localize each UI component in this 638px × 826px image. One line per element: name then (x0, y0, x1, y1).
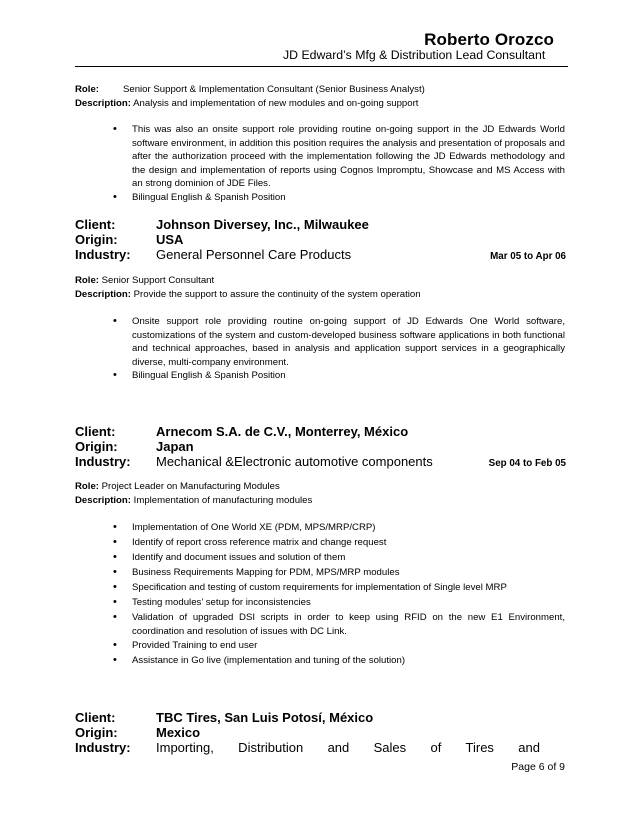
list-item: • Bilingual English & Spanish Position (113, 191, 565, 205)
origin-label: Origin: (75, 232, 118, 247)
bullet-list (113, 123, 565, 205)
role-label: Role: (75, 481, 99, 492)
date-range: Mar 05 to Apr 06 (490, 251, 566, 262)
bullet-list (113, 521, 565, 669)
candidate-title: JD Edward’s Mfg & Distribution Lead Consultant (283, 48, 546, 62)
header-divider (75, 66, 568, 67)
description-line (75, 288, 565, 302)
role-line (75, 480, 565, 494)
role-value: Senior Support Consultant (101, 275, 215, 286)
page-number: Page 6 of 9 (511, 761, 565, 773)
description-label: Description: (75, 495, 131, 506)
description-line (75, 97, 565, 111)
client-row (75, 424, 568, 440)
origin-row (75, 439, 568, 455)
role-value: Project Leader on Manufacturing Modules (101, 481, 280, 492)
role-line (75, 274, 565, 288)
client-value: TBC Tires, San Luis Potosí, México (156, 710, 374, 725)
list-item: • Validation of upgraded DSI scripts in order to keep using RFID on the new E1 Environment, coordination and resolution of issues with DC Link. (113, 611, 565, 638)
client-value: Johnson Diversey, Inc., Milwaukee (156, 217, 369, 232)
description-value: Provide the support to assure the continuity of the system operation (133, 289, 421, 300)
list-item: • Assistance in Go live (implementation and tuning of the solution) (113, 654, 565, 668)
list-item: • Provided Training to end user (113, 639, 565, 653)
list-item: • Testing modules’ setup for inconsistencies (113, 596, 565, 610)
description-line (75, 494, 565, 508)
origin-value: Japan (156, 439, 194, 454)
client-label: Client: (75, 710, 116, 725)
origin-row (75, 232, 568, 248)
role-label: Role: (75, 275, 99, 286)
origin-label: Origin: (75, 725, 118, 740)
description-label: Description: (75, 289, 131, 300)
client-label: Client: (75, 424, 116, 439)
candidate-name: Roberto Orozco (424, 30, 554, 49)
list-item: • Specification and testing of custom requirements for implementation of Single level MRP (113, 581, 565, 595)
list-item: • Identify and document issues and solution of them (113, 551, 565, 565)
description-value: Implementation of manufacturing modules (133, 495, 313, 506)
list-item: • Identify of report cross reference matrix and change request (113, 536, 565, 550)
bullet-list (113, 315, 565, 383)
client-row (75, 217, 568, 233)
list-item: • Implementation of One World XE (PDM, MPS/MRP/CRP) (113, 521, 565, 535)
list-item: • Business Requirements Mapping for PDM, MPS/MRP modules (113, 566, 565, 580)
description-label: Description: (75, 98, 131, 109)
industry-value: Importing, Distribution and Sales of Tires and (156, 740, 540, 755)
description-value: Analysis and implementation of new modules and on-going support (133, 98, 419, 109)
date-range: Sep 04 to Feb 05 (488, 458, 566, 469)
origin-row (75, 725, 568, 741)
industry-value: Mechanical &Electronic automotive components (156, 454, 433, 469)
origin-label: Origin: (75, 439, 118, 454)
industry-label: Industry: (75, 454, 131, 469)
origin-value: Mexico (156, 725, 201, 740)
industry-value: General Personnel Care Products (156, 247, 352, 262)
list-item: • Bilingual English & Spanish Position (113, 369, 565, 383)
role-line (75, 83, 565, 97)
industry-label: Industry: (75, 247, 131, 262)
origin-value: USA (156, 232, 184, 247)
role-value: Senior Support & Implementation Consultant (Senior Business Analyst) (122, 84, 425, 95)
industry-row (75, 454, 568, 470)
list-item: • Onsite support role providing routine on-going support of JD Edwards One World software, customizations of the system and custom-developed business software applications in both functional and technical approaches, based in analysis and application support services in a geographically diverse, multi-company environment. (113, 315, 565, 369)
list-item: • This was also an onsite support role providing routine on-going support in the JD Edwards World software environment, in addition this position requires the analysis and presentation of proposals and after the authorization proceed with the implementation following the JD Edwards methodology and the design and implementation of reports using Cognos Impromptu, Showcase and MS Access with an strong dominion of JDE Files. (113, 123, 565, 191)
client-row (75, 710, 568, 726)
client-value: Arnecom S.A. de C.V., Monterrey, México (156, 424, 409, 439)
role-label: Role: (75, 84, 99, 95)
industry-row (75, 247, 568, 263)
client-label: Client: (75, 217, 116, 232)
industry-row (75, 740, 568, 756)
industry-label: Industry: (75, 740, 131, 755)
